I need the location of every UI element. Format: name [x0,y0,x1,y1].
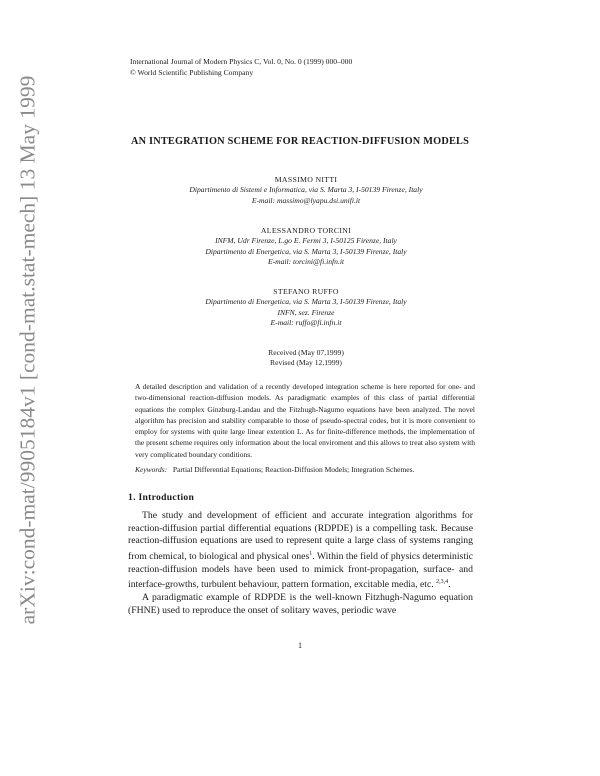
author-name: STEFANO RUFFO [273,287,339,296]
author-block-3 [100,287,512,329]
abstract: A detailed description and validation of a recently developed integration scheme is here reported for one- and two-dimensional reaction-diffusion models. As paradigmatic examples of this class of partial differential equations the complex Ginzburg-Landau and the Fitzhugh-Nagumo equations have been analyzed. The novel algorithm has precision and stability comparable to those of pseudo-spectral codes, but it is more convenient to employ for systems with quite large linear extention L. As for finite-difference methods, the implementation of the present scheme requires only information about the local enviroment and this allows to treat also system with very complicated boundary conditions. [135,382,475,459]
keywords [135,464,475,475]
section-heading: 1. Introduction [128,492,195,503]
publisher-line: © World Scientific Publishing Company [130,68,254,77]
author-email: E-mail: massimo@lyapu.dsi.unifi.it [251,195,361,205]
keywords-label: Keywords: [135,465,168,474]
citation: 1 [309,550,313,557]
text: . [448,579,451,591]
revised-date: Revised (May 12,1999) [270,358,342,368]
author-affiliation: INFN, sez. Firenze [277,307,335,317]
paragraph [128,510,473,592]
text: . Within the field of physics deterministic reaction-diffusion models have been used to mimick front-propagation, surface- and interface-growths, turbulent behaviour, pattern formation, excitable media, etc. [128,551,473,591]
author-email: E-mail: ruffo@fi.infn.it [270,318,342,328]
journal-header: International Journal of Modern Physics C, Vol. 0, No. 0 (1999) 000–000 [130,57,353,66]
author-affiliation: INFM, Udr Firenze, L.go E. Fermi 3, I-50125 Firenze, Italy [215,236,397,246]
paper-title: AN INTEGRATION SCHEME FOR REACTION-DIFFUSION MODELS [130,136,470,147]
author-name: ALESSANDRO TORCINI [260,226,352,235]
text: The study and development of efficient and accurate integration algorithms for reaction-diffusion partial differential equations (RDPDE) is a compelling task. Because reaction-diffusion equations are used to represent quite a large class of systems ranging from chemical, to biological and physical ones [128,510,473,563]
dates [100,348,512,369]
author-affiliation: Dipartimento di Energetica, via S. Marta 3, I-50139 Firenze, Italy [205,246,407,256]
paragraph: A paradigmatic example of RDPDE is the well-known Fitzhugh-Nagumo equation (FHNE) used to reproduce the onset of solitary waves, periodic wave [128,592,473,616]
arxiv-stamp: arXiv:cond-mat/9905184v1 [cond-mat.stat-mech] 13 May 1999 [15,75,40,625]
introduction-body [128,510,473,617]
received-date: Received (May 07,1999) [268,348,344,357]
author-affiliation: Dipartimento di Sistemi e Informatica, via S. Marta 3, I-50139 Firenze, Italy [189,185,423,195]
author-name: MASSIMO NITTI [274,175,338,184]
keywords-text: Partial Differential Equations; Reaction-Diffusion Models; Integration Schemes. [172,465,415,474]
author-block-2 [100,226,512,268]
page-number: 1 [298,641,302,650]
citation: 2,3,4 [436,579,449,586]
author-email: E-mail: torcini@fi.infn.it [267,257,345,267]
author-affiliation: Dipartimento di Energetica, via S. Marta 3, I-50139 Firenze, Italy [205,297,407,307]
author-block-1 [100,175,512,206]
